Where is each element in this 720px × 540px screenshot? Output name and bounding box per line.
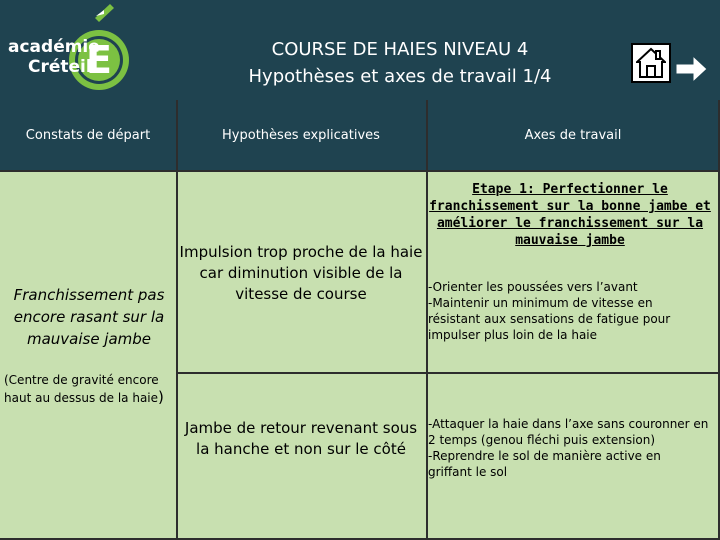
logo-letter: E <box>86 38 112 82</box>
logo-text-academie: académie <box>8 37 100 57</box>
column-header-constats-label: Constats de départ <box>25 127 151 143</box>
constat-note-text: (Centre de gravité encore haut au dessus de la haie <box>4 373 159 405</box>
hypothesis-2: Jambe de retour revenant sous la hanche et non sur le côté <box>184 419 418 458</box>
axes-1-item-b: -Maintenir un minimum de vitesse en résistant aux sensations de fatigue pour impulser plus loin de la haie <box>428 296 671 342</box>
row-divider <box>176 372 720 374</box>
home-button[interactable] <box>631 43 671 83</box>
axes-1-item-a: -Orienter les poussées vers l’avant <box>428 280 638 294</box>
next-slide-button[interactable] <box>676 55 708 83</box>
constat-note-close-paren: ) <box>158 388 164 406</box>
academie-creteil-logo <box>0 0 140 100</box>
constat-text: Franchissement pas encore rasant sur la mauvaise jambe <box>13 286 165 348</box>
header-divider <box>0 170 720 172</box>
title-line-1: COURSE DE HAIES NIVEAU 4 <box>271 39 529 60</box>
axes-2-item-b: -Reprendre le sol de manière active en griffant le sol <box>428 449 661 479</box>
column-header-axes-label: Axes de travail <box>524 127 622 143</box>
axes-2-item-a: -Attaquer la haie dans l’axe sans couronner en 2 temps (genou fléchi puis extension) <box>428 417 709 447</box>
column-header-constats <box>0 100 176 170</box>
logo-text-creteil: Créteil <box>28 57 92 77</box>
column-header-hypotheses <box>176 100 426 170</box>
home-icon <box>636 47 666 79</box>
header-bar <box>0 0 720 100</box>
page-title <box>200 36 600 90</box>
column-divider-1 <box>176 100 178 540</box>
title-line-2: Hypothèses et axes de travail 1/4 <box>248 66 552 87</box>
hypothesis-1: Impulsion trop proche de la haie car diminution visible de la vitesse de course <box>179 243 423 303</box>
column-header-hypotheses-label: Hypothèses explicatives <box>222 127 380 143</box>
column-header-axes <box>426 100 720 170</box>
constat-note <box>4 372 176 407</box>
etape-title: Etape 1: Perfectionner le franchissement sur la bonne jambe et améliorer le franchissement sur la mauvaise jambe <box>429 182 711 248</box>
arrow-right-icon <box>676 55 708 83</box>
